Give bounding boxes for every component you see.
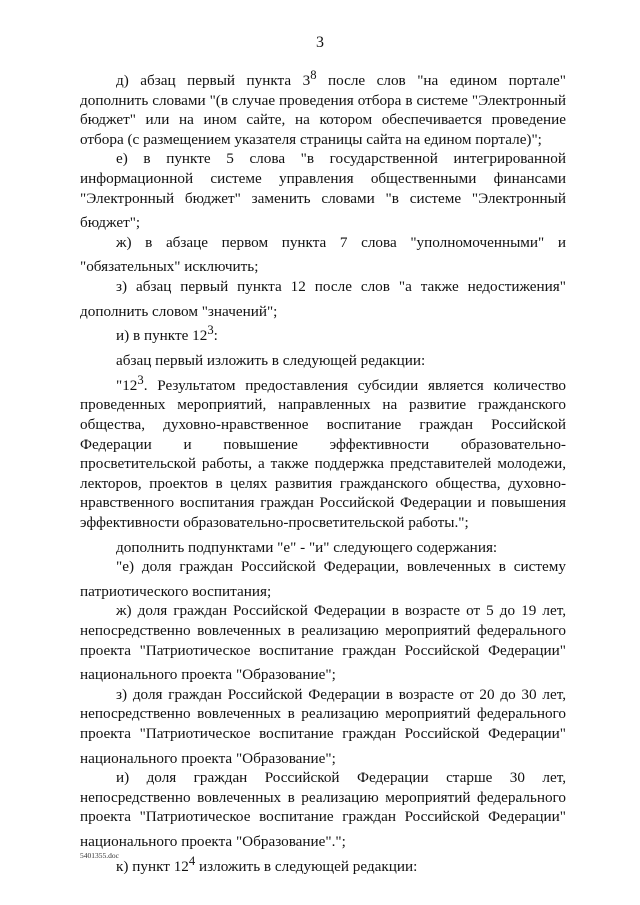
paragraph-e: е) в пункте 5 слова "в государственной интегрированной информационной системе управления общественными финансами "Электронный бюджет" заменить словами "в системе "Электронный бюджет"; (80, 150, 566, 232)
paragraph-sub-i: и) доля граждан Российской Федерации старше 30 лет, непосредственно вовлеченных в реализацию мероприятий федерального проекта "Патриотическое воспитание граждан Российской Федерации" национального проекта "Образование"."; (80, 769, 566, 851)
paragraph-add-subpoints: дополнить подпунктами "е" - "и" следующего содержания: (116, 538, 498, 556)
paragraph-sub-e: "е) доля граждан Российской Федерации, вовлеченных в систему патриотического воспитания; (80, 558, 566, 600)
paragraph-sub-zh: ж) доля граждан Российской Федерации в возрасте от 5 до 19 лет, непосредственно вовлеченных в реализацию мероприятий федерального проекта "Патриотическое воспитание граждан Российской Федерации" национального проекта "Образование"; (80, 602, 566, 684)
document-body (80, 66, 566, 876)
paragraph-sub-z: з) доля граждан Российской Федерации в возрасте от 20 до 30 лет, непосредственно вовлеченных в реализацию мероприятий федерального проекта "Патриотическое воспитание граждан Российской Федерации" национального проекта "Образование"; (80, 685, 566, 767)
paragraph-k: к) пункт $12^4$ изложить в следующей редакции: (116, 853, 418, 875)
paragraph-first-abzac: абзац первый изложить в следующей редакции: (116, 352, 426, 370)
page-number: 3 (316, 34, 324, 51)
paragraph-12-3: "$12^3$. Результатом предоставления субсидии является количество проведенных мероприятий, направленных на развитие гражданского общества, духовно-нравственное воспитание граждан Российской Федерации и повышение эффективности образовательно-просветительской работы, а также поддержка представителей молодежи, лекторов, проектов в целях развития гражданского общества, духовно-нравственного воспитания граждан Российской Федерации и повышения эффективности образовательно-просветительской работы."; (80, 372, 566, 531)
paragraph-z: з) абзац первый пункта 12 после слов "а также недостижения" дополнить словом "значений"; (80, 278, 566, 320)
file-name-footer: 5401355.doc (80, 851, 119, 860)
paragraph-i: и) в пункте $12^3$: (116, 323, 218, 345)
paragraph-zh: ж) в абзаце первом пункта 7 слова "уполномоченными" и "обязательных" исключить; (80, 233, 566, 276)
paragraph-d: д) абзац первый пункта $3^8$ после слов "на едином портале" дополнить словами "(в случае проведения отбора в системе "Электронный бюджет" или на ином сайте, на котором обеспечивается проведение отбора (с размещением указателя страницы сайта на едином портале)"; (80, 68, 566, 148)
